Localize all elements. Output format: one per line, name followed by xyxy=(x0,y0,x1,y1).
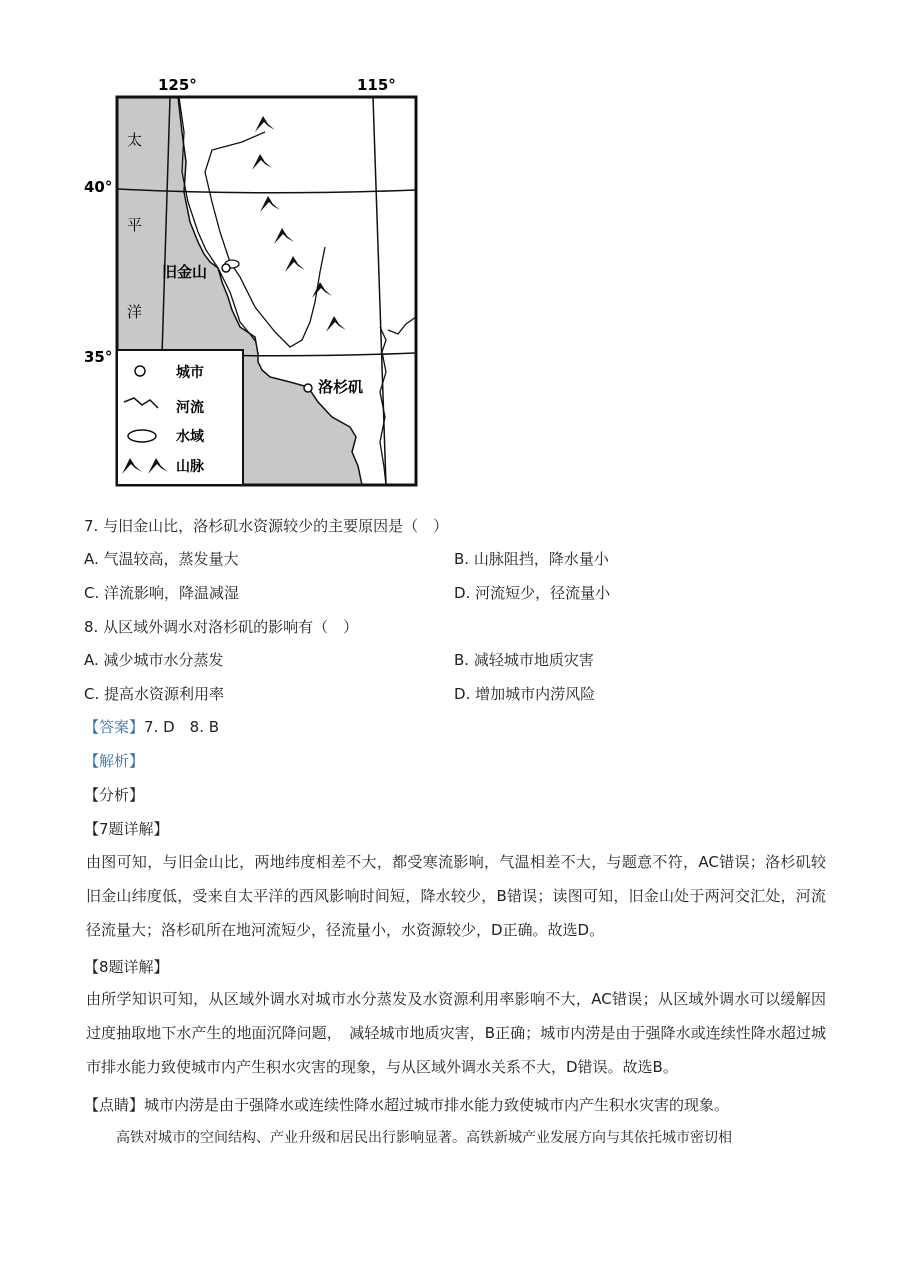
map-svg xyxy=(80,72,430,492)
city-label-sf: 旧金山 xyxy=(162,263,208,281)
answer-line xyxy=(84,717,219,737)
legend-label-city: 城市 xyxy=(176,365,204,381)
ocean-char-1: 太 xyxy=(127,131,143,149)
q8-detail-paragraph: 由所学知识可知，从区域外调水对城市水分蒸发及水资源利用率影响不大，AC错误；从区域外调水可以缓解因过度抽取地下水产生的地面沉降问题， 减轻城市地质灾害，B正确；城市内涝是由于强降水或连续性降水超过城市排水能力致使城市内产生积水灾害的现象，与从区域外调水关系不大，D错误。故选B。 xyxy=(86,990,826,1076)
q7-detail-tag: 【7题详解】 xyxy=(84,820,169,838)
map-figure xyxy=(80,72,430,492)
q8-option-d[interactable]: D. 增加城市内涝风险 xyxy=(454,685,596,703)
lat-label-40: 40° xyxy=(84,178,113,196)
q7-option-c[interactable]: C. 洋流影响，降温减湿 xyxy=(84,584,240,602)
q8-option-a[interactable]: A. 减少城市水分蒸发 xyxy=(84,651,224,669)
answer-tag: 【答案】 xyxy=(84,718,145,736)
q8-stem: 8. 从区域外调水对洛杉矶的影响有（ ） xyxy=(84,618,359,636)
meridian-115 xyxy=(373,97,386,485)
sf-city-circle-icon xyxy=(222,264,230,272)
dianjing-tag: 【点睛】 xyxy=(84,1096,145,1114)
dianjing-text: 城市内涝是由于强降水或连续性降水超过城市排水能力致使城市内产生积水灾害的现象。 xyxy=(144,1096,730,1114)
lon-label-115: 115° xyxy=(357,76,396,94)
next-paragraph: 高铁对城市的空间结构、产业升级和居民出行影响显著。高铁新城产业发展方向与其依托城市密切相 xyxy=(116,1130,732,1146)
river-sacramento xyxy=(205,132,265,262)
q8-option-b[interactable]: B. 减轻城市地质灾害 xyxy=(454,651,594,669)
q7-detail-paragraph: 由图可知，与旧金山比，两地纬度相差不大，都受寒流影响，气温相差不大，与题意不符，AC错误；洛杉矶较旧金山纬度低，受来自太平洋的西风影响时间短，降水较少，B错误；读图可知，旧金山处于两河交汇处，河流径流量大；洛杉矶所在地河流短少，径流量小，水资源较少，D正确。故选D。 xyxy=(86,853,826,939)
water-ellipse-icon xyxy=(128,430,156,442)
dianjing-line xyxy=(84,1095,729,1115)
q7-option-d[interactable]: D. 河流短少，径流量小 xyxy=(454,584,611,602)
lat-label-35: 35° xyxy=(84,348,113,366)
city-label-la: 洛杉矶 xyxy=(318,378,364,396)
fenxi-tag: 【分析】 xyxy=(84,786,145,804)
ocean-char-2: 平 xyxy=(127,216,143,234)
ocean-char-3: 洋 xyxy=(127,303,143,321)
la-city-circle-icon xyxy=(304,384,312,392)
legend-label-mountain: 山脉 xyxy=(176,459,204,475)
answer-text: 7. D 8. B xyxy=(144,718,220,736)
river-branch xyxy=(388,317,416,334)
legend-label-water: 水域 xyxy=(176,429,204,445)
q7-option-b[interactable]: B. 山脉阻挡，降水量小 xyxy=(454,550,609,568)
q8-detail-tag: 【8题详解】 xyxy=(84,958,169,976)
lon-label-125: 125° xyxy=(158,76,197,94)
city-circle-icon xyxy=(135,366,145,376)
q8-detail-text xyxy=(86,982,826,1084)
analysis-tag: 【解析】 xyxy=(84,752,145,770)
q8-option-c[interactable]: C. 提高水资源利用率 xyxy=(84,685,225,703)
mountain-range-icon xyxy=(252,116,346,332)
q7-stem: 7. 与旧金山比，洛杉矶水资源较少的主要原因是（ ） xyxy=(84,517,449,535)
q7-detail-text xyxy=(86,845,826,947)
q7-option-a[interactable]: A. 气温较高，蒸发量大 xyxy=(84,550,239,568)
legend-label-river: 河流 xyxy=(176,400,204,416)
